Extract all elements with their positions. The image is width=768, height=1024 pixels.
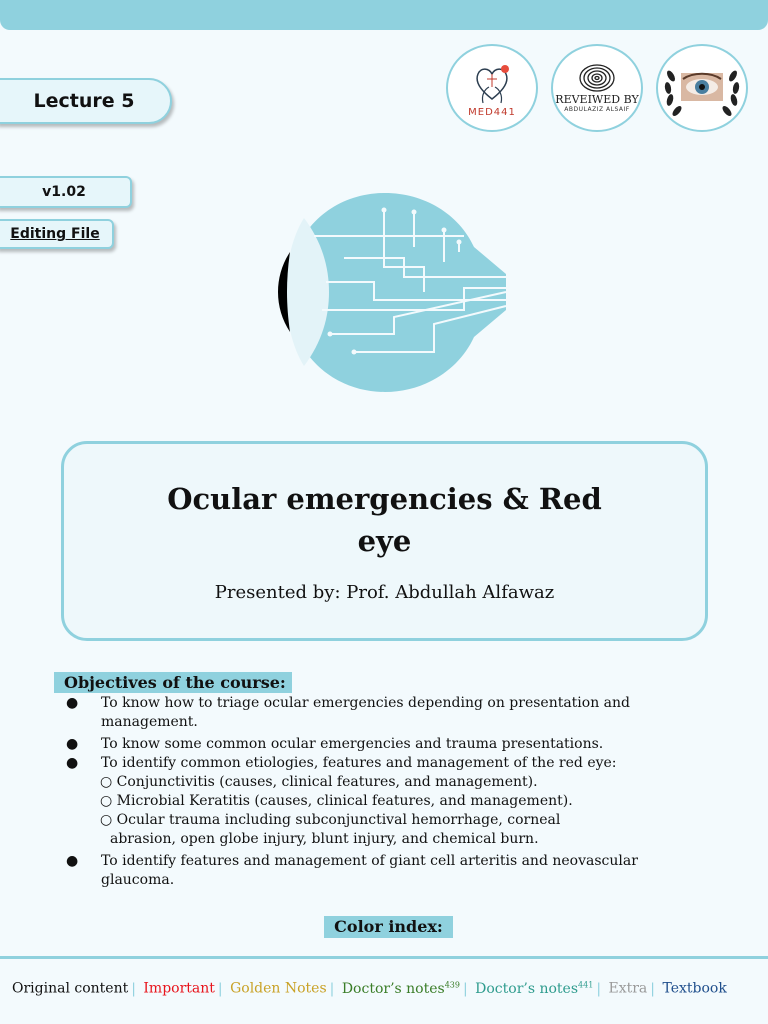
list-item [62, 852, 712, 890]
version-label: v1.02 [0, 176, 132, 208]
top-banner [0, 0, 768, 30]
legend-doctors-notes-441-sup: 441 [578, 980, 594, 989]
bullet-icon: ● [66, 736, 79, 752]
reviewed-by-label: REVEIWED BY [555, 93, 639, 106]
title-box [61, 441, 708, 641]
eye-emblem-icon [659, 46, 745, 130]
fingerprint-icon [577, 63, 617, 93]
presenter-line: Presented by: Prof. Abdullah Alfawaz [214, 582, 555, 603]
list-item [62, 694, 712, 732]
sub-list-item [100, 830, 712, 849]
legend-original: Original content [12, 980, 129, 997]
color-legend-bar [0, 956, 768, 1024]
heart-hands-icon [469, 59, 515, 107]
legend-doctors-notes-439-label: Doctor’s notes [341, 980, 445, 997]
eye-circuit-illustration [274, 192, 510, 394]
med441-logo [446, 44, 538, 132]
list-item [62, 754, 712, 849]
bullet-icon: ● [66, 853, 79, 869]
legend-doctors-notes-439 [342, 981, 460, 997]
legend-separator: | [131, 980, 136, 997]
bullet-icon: ● [66, 695, 79, 711]
legend-separator: | [462, 980, 468, 997]
ophthalmology-team-emblem [656, 44, 748, 132]
sub-list-continuation: abrasion, open globe injury, blunt injury, and chemical burn. [110, 831, 539, 847]
legend-separator: | [596, 980, 602, 997]
reviewer-name: ABDULAZIZ ALSAIF [564, 106, 630, 113]
legend-extra: Extra [608, 980, 648, 997]
red-eye-sublist [100, 773, 712, 849]
objective-text: To know how to triage ocular emergencies depending on presentation and management. [101, 695, 631, 730]
legend-doctors-notes-441-label: Doctor’s notes [475, 980, 579, 997]
editing-file-link[interactable]: Editing File [0, 219, 114, 249]
lecture-label: Lecture 5 [0, 78, 172, 124]
sub-list-item: ○ Microbial Keratitis (causes, clinical features, and management). [100, 793, 573, 809]
bullet-icon: ● [66, 755, 79, 771]
sub-list-item: ○ Ocular trauma including subconjunctival hemorrhage, corneal [100, 812, 561, 828]
legend-golden-notes: Golden Notes [230, 980, 327, 997]
objective-text: To know some common ocular emergencies and trauma presentations. [101, 736, 604, 752]
list-item [62, 735, 712, 754]
objective-text: To identify common etiologies, features and management of the red eye: [101, 755, 617, 771]
legend-separator: | [329, 980, 335, 997]
legend-doctors-notes-439-sup: 439 [444, 980, 460, 989]
objective-text: To identify features and management of giant cell arteritis and neovascular glaucoma. [101, 853, 638, 888]
color-legend [12, 980, 727, 997]
med441-logo-text: MED441 [468, 106, 516, 118]
legend-important: Important [143, 980, 215, 997]
reviewed-by-badge [551, 44, 643, 132]
legend-separator: | [650, 980, 655, 997]
objectives-list [62, 694, 712, 890]
legend-doctors-notes-441 [475, 981, 593, 997]
lecture-title: Ocular emergencies & Red eye [167, 482, 602, 558]
color-index-heading: Color index: [324, 916, 453, 938]
legend-textbook: Textbook [662, 980, 727, 997]
sub-list-item: ○ Conjunctivitis (causes, clinical features, and management). [100, 774, 538, 790]
legend-separator: | [217, 980, 223, 997]
objectives-heading: Objectives of the course: [54, 672, 292, 693]
